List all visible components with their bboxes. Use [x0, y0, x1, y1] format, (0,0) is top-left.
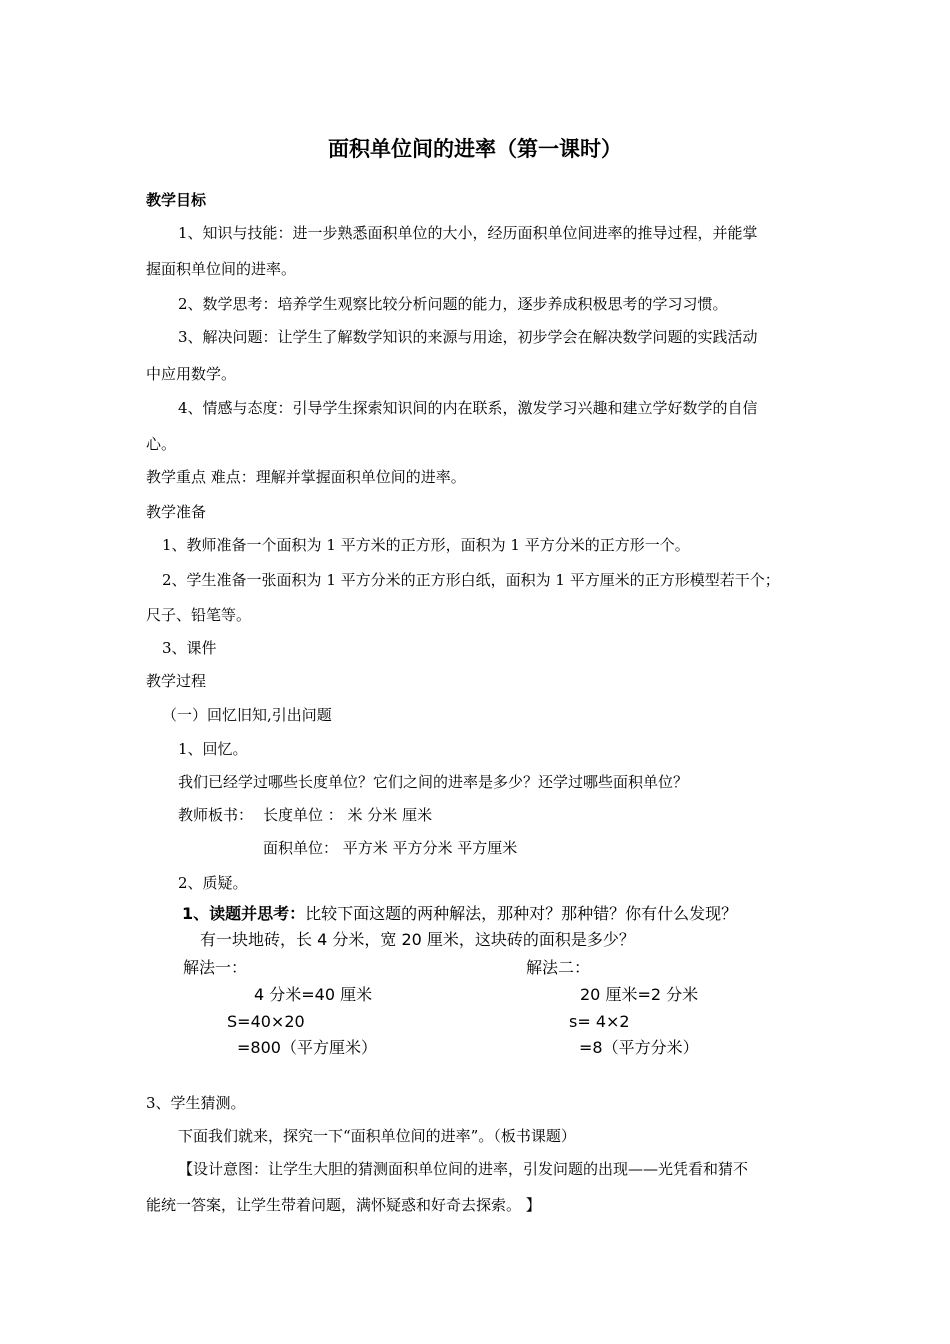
exercise-prompt-label: 1、读题并思考： — [182, 904, 306, 923]
design-intent-line-1: 【设计意图：让学生大胆的猜测面积单位间的进率，引发问题的出现——光凭看和猜不 — [178, 1160, 749, 1178]
method-2-label: 解法二： — [526, 958, 591, 977]
length-units: 长度单位 ： 米 分米 厘米 — [263, 806, 433, 824]
objective-4-line-2: 心。 — [146, 435, 177, 453]
design-intent-line-2: 能统一答案，让学生带着问题，满怀疑惑和好奇去探索。 】 — [146, 1196, 541, 1214]
objective-1-line-1: 1、知识与技能：进一步熟悉面积单位的大小，经历面积单位间进率的推导过程，并能掌 — [178, 224, 758, 242]
objective-3-line-2: 中应用数学。 — [146, 365, 237, 383]
process-heading: 教学过程 — [146, 672, 207, 690]
page-title: 面积单位间的进率（第一课时） — [328, 137, 622, 161]
process-section-1: （一）回忆旧知,引出问题 — [162, 706, 332, 724]
board-label: 教师板书： — [178, 806, 254, 824]
guess-heading: 3、学生猜测。 — [146, 1094, 246, 1112]
objective-1-line-2: 握面积单位间的进率。 — [146, 260, 297, 278]
method-1-line-3: =800（平方厘米） — [237, 1038, 377, 1057]
preparation-3: 3、课件 — [162, 639, 217, 657]
recall-question: 我们已经学过哪些长度单位？它们之间的进率是多少？还学过哪些面积单位？ — [178, 773, 689, 791]
objective-3-line-1: 3、解决问题：让学生了解数学知识的来源与用途，初步学会在解决数学问题的实践活动 — [178, 328, 758, 346]
method-1-line-2: S=40×20 — [227, 1012, 305, 1031]
objective-4-line-1: 4、情感与态度：引导学生探索知识间的内在联系，激发学习兴趣和建立学好数学的自信 — [178, 399, 758, 417]
method-2-line-3: =8（平方分米） — [579, 1038, 699, 1057]
method-2-line-1: 20 厘米=2 分米 — [580, 985, 699, 1004]
preparation-1: 1、教师准备一个面积为 1 平方米的正方形，面积为 1 平方分米的正方形一个。 — [162, 536, 690, 554]
method-1-label: 解法一： — [183, 958, 248, 977]
recall-step: 1、回忆。 — [178, 740, 248, 758]
objective-2: 2、数学思考：培养学生观察比较分析问题的能力，逐步养成积极思考的学习习惯。 — [178, 295, 728, 313]
exercise-prompt-text: 比较下面这题的两种解法，那种对？那种错？你有什么发现？ — [305, 904, 738, 923]
method-1-line-1: 4 分米=40 厘米 — [254, 985, 373, 1004]
objectives-heading: 教学目标 — [146, 191, 207, 209]
method-2-line-2: s= 4×2 — [569, 1012, 630, 1031]
exercise-prompt — [182, 904, 737, 924]
area-units: 面积单位： 平方米 平方分米 平方厘米 — [263, 839, 518, 857]
doubt-step: 2、质疑。 — [178, 874, 248, 892]
guess-text: 下面我们就来，探究一下“面积单位间的进率”。（板书课题） — [178, 1127, 576, 1145]
exercise-problem: 有一块地砖，长 4 分米，宽 20 厘米，这块砖的面积是多少？ — [200, 930, 635, 949]
key-points: 教学重点 难点：理解并掌握面积单位间的进率。 — [146, 468, 466, 486]
preparation-2-line-2: 尺子、铅笔等。 — [146, 606, 252, 624]
preparation-2-line-1: 2、学生准备一张面积为 1 平方分米的正方形白纸，面积为 1 平方厘米的正方形模型若干个； — [162, 571, 780, 589]
preparation-heading: 教学准备 — [146, 503, 207, 521]
